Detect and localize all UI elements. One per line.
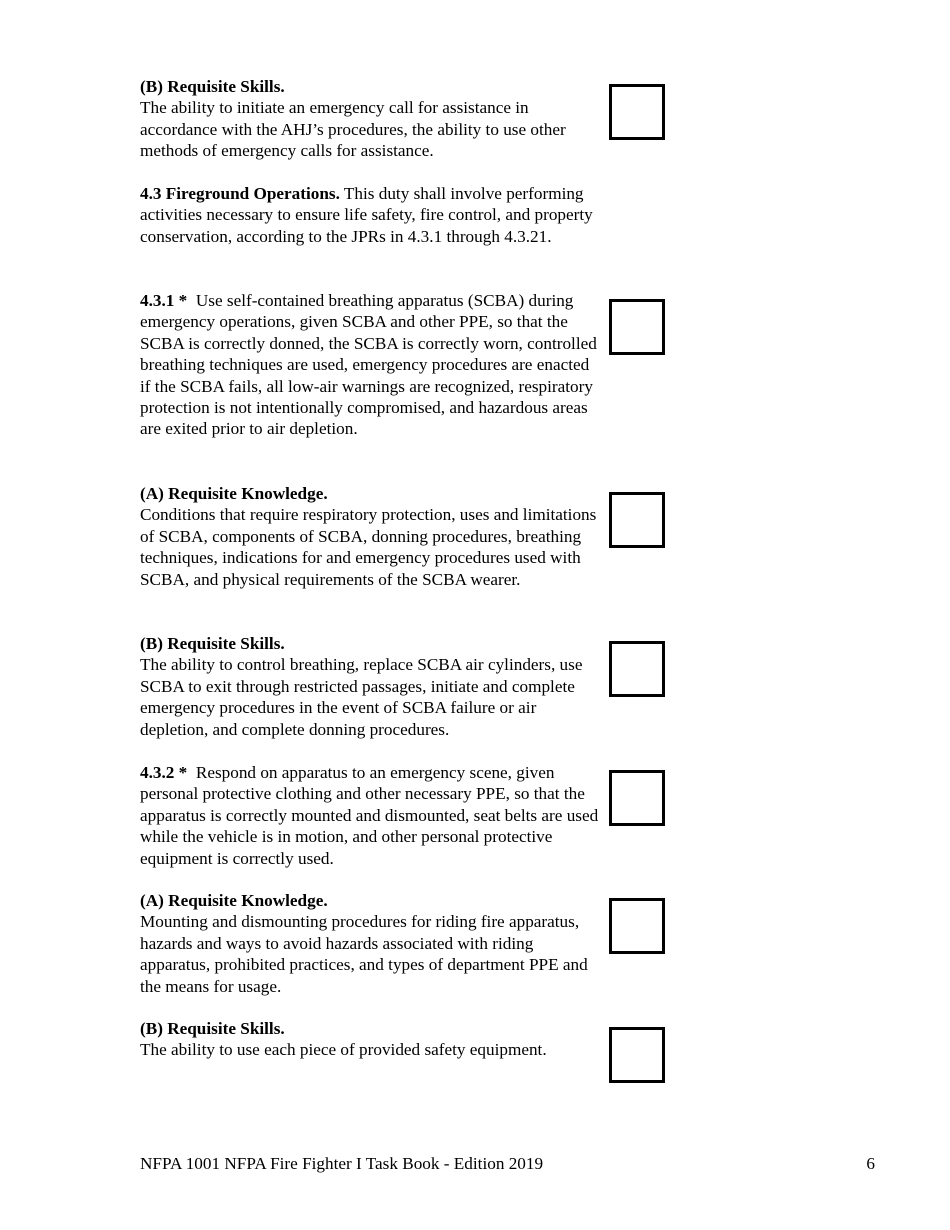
section-heading: (B) Requisite Skills. <box>140 634 285 653</box>
section-paragraph <box>140 183 602 247</box>
section-heading: 4.3.1 * <box>140 291 188 310</box>
section-body: The ability to initiate an emergency call for assistance in accordance with the AHJ’s procedures, the ability to use other methods of emergency calls for assistance. <box>140 98 566 161</box>
completion-checkbox-6[interactable] <box>609 898 665 954</box>
section-4-3-fireground-operations <box>140 183 602 247</box>
section-heading: 4.3 Fireground Operations. <box>140 184 340 203</box>
section-paragraph <box>140 762 602 869</box>
section-a-requisite-knowledge-scba <box>140 483 602 590</box>
section-heading: 4.3.2 * <box>140 763 188 782</box>
footer-document-title: NFPA 1001 NFPA Fire Fighter I Task Book - Edition 2019 <box>140 1154 544 1173</box>
section-heading: (A) Requisite Knowledge. <box>140 891 328 910</box>
section-body: Respond on apparatus to an emergency scene, given personal protective clothing and other necessary PPE, so that the apparatus is correctly mounted and dismounted, seat belts are used while the vehicle is in motion, and other personal protective equipment is correctly used. <box>140 763 603 868</box>
section-body: Conditions that require respiratory protection, uses and limitations of SCBA, components of SCBA, donning procedures, breathing techniques, indications for and emergency procedures used with SCBA, and physical requirements of the SCBA wearer. <box>140 505 597 589</box>
section-b-requisite-skills-emergency-call <box>140 76 602 162</box>
page-number: 6 <box>866 1154 875 1173</box>
section-body: Use self-contained breathing apparatus (SCBA) during emergency operations, given SCBA and other PPE, so that the SCBA is correctly donned, the SCBA is correctly worn, controlled breathing techniques are used, emergency procedures are enacted if the SCBA fails, all low-air warnings are recognized, respiratory protection is not intentionally compromised, and hazardous areas are exited prior to air depletion. <box>140 291 602 439</box>
section-paragraph <box>140 290 602 440</box>
section-body: This duty shall involve performing activities necessary to ensure life safety, fire control, and property conservation, according to the JPRs in 4.3.1 through 4.3.21. <box>140 184 593 246</box>
section-b-requisite-skills-safety-equipment <box>140 1018 602 1061</box>
completion-checkbox-2[interactable] <box>609 299 665 355</box>
completion-checkbox-3[interactable] <box>609 492 665 548</box>
section-body: The ability to control breathing, replace SCBA air cylinders, use SCBA to exit through restricted passages, initiate and complete emergency procedures in the event of SCBA failure or air depletion, and complete donning procedures. <box>140 655 583 739</box>
section-b-requisite-skills-scba <box>140 633 602 740</box>
section-4-3-1-scba <box>140 290 602 440</box>
completion-checkbox-1[interactable] <box>609 84 665 140</box>
section-heading: (B) Requisite Skills. <box>140 77 285 96</box>
section-body: Mounting and dismounting procedures for riding fire apparatus, hazards and ways to avoid hazards associated with riding apparatus, prohibited practices, and types of department PPE and the means for usage. <box>140 912 588 996</box>
completion-checkbox-5[interactable] <box>609 770 665 826</box>
completion-checkbox-4[interactable] <box>609 641 665 697</box>
completion-checkbox-7[interactable] <box>609 1027 665 1083</box>
section-4-3-2-apparatus <box>140 762 602 869</box>
section-heading: (B) Requisite Skills. <box>140 1019 285 1038</box>
section-a-requisite-knowledge-apparatus <box>140 890 602 997</box>
section-heading: (A) Requisite Knowledge. <box>140 484 328 503</box>
section-body: The ability to use each piece of provided safety equipment. <box>140 1040 547 1060</box>
